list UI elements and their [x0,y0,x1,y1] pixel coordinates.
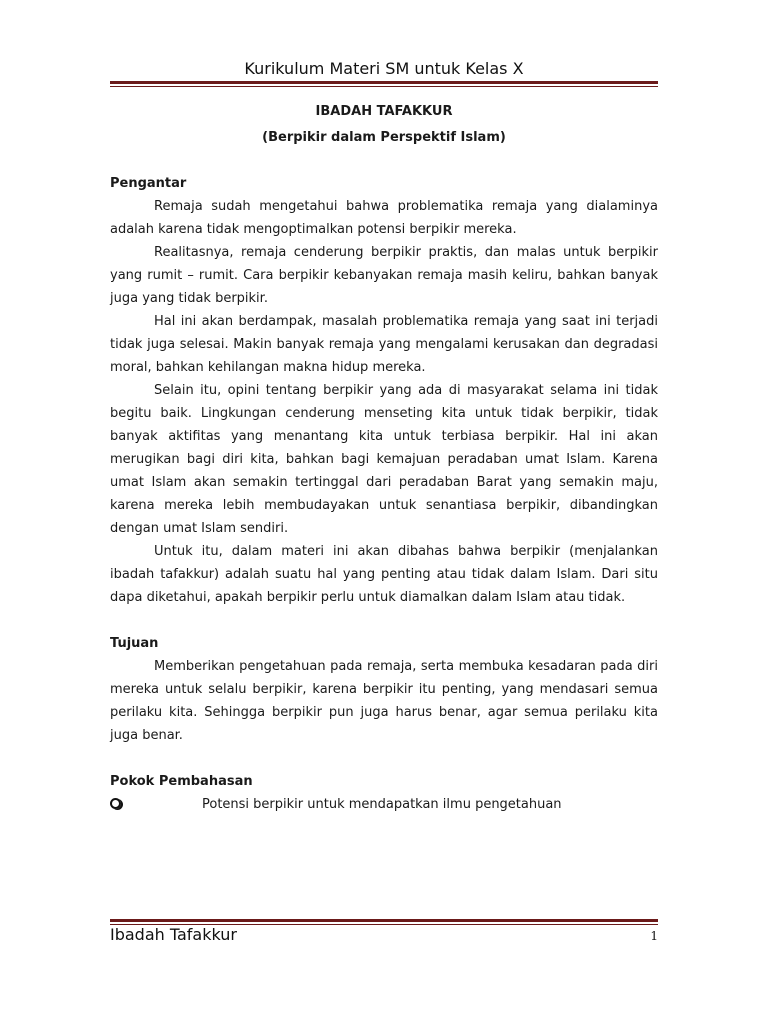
title-block [110,100,658,149]
section-heading-tujuan: Tujuan [110,636,159,651]
section-heading-pokok-pembahasan: Pokok Pembahasan [110,774,253,789]
document-subtitle: (Berpikir dalam Perspektif Islam) [262,130,506,145]
paragraph: Hal ini akan berdampak, masalah problematika remaja yang saat ini terjadi tidak juga selesai. Makin banyak remaja yang mengalami kerusakan dan degradasi moral, bahkan kehilangan makna hidup mereka. [110,314,658,375]
document-body [110,100,658,816]
list-item-text: Potensi berpikir untuk mendapatkan ilmu pengetahuan [202,797,562,812]
page-number: 1 [650,929,658,943]
paragraph: Realitasnya, remaja cenderung berpikir praktis, dan malas untuk berpikir yang rumit – rumit. Cara berpikir kebanyakan remaja masih keliru, bahkan banyak juga yang tidak berpikir. [110,245,658,306]
paragraph: Remaja sudah mengetahui bahwa problematika remaja yang dialaminya adalah karena tidak mengoptimalkan potensi berpikir mereka. [110,199,658,237]
document-title: IBADAH TAFAKKUR [315,104,453,119]
bullet-circle-icon [110,798,121,809]
paragraph: Memberikan pengetahuan pada remaja, serta membuka kesadaran pada diri mereka untuk selalu berpikir, karena berpikir itu penting, yang mendasari semua perilaku kita. Sehingga berpikir pun juga harus benar, agar semua perilaku kita juga benar. [110,659,658,743]
running-footer: Ibadah Tafakkur [110,925,237,944]
running-header: Kurikulum Materi SM untuk Kelas X [244,59,524,78]
paragraph: Untuk itu, dalam materi ini akan dibahas bahwa berpikir (menjalankan ibadah tafakkur) adalah suatu hal yang penting atau tidak dalam Islam. Dari situ dapa diketahui, apakah berpikir perlu untuk diamalkan dalam Islam atau tidak. [110,544,658,605]
list-item [110,793,658,816]
section-heading-pengantar: Pengantar [110,176,187,191]
paragraph: Selain itu, opini tentang berpikir yang ada di masyarakat selama ini tidak begitu baik. Lingkungan cenderung menseting kita untuk tidak berpikir, tidak banyak aktifitas yang menantang kita untuk terbiasa berpikir. Hal ini akan merugikan bagi diri kita, bahkan bagi kemajuan peradaban umat Islam. Karena umat Islam akan semakin tertinggal dari peradaban Barat yang semakin maju, karena mereka lebih membudayakan untuk senantiasa berpikir, dibandingkan dengan umat Islam sendiri. [110,383,658,536]
header-rule [110,81,658,87]
